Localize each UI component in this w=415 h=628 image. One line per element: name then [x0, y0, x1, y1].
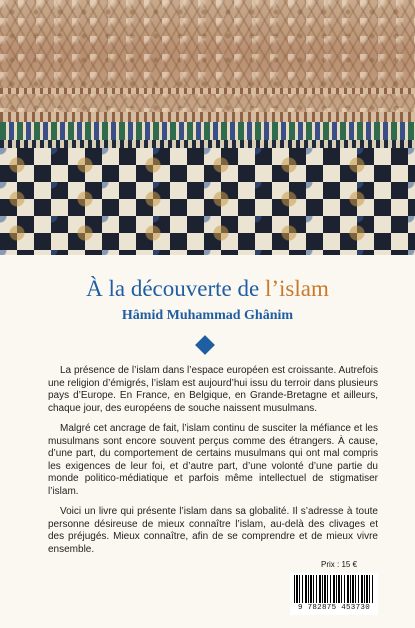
summary-paragraph: La présence de l’islam dans l’espace européen est croissante. Autrefois une religion d’émigrés, l’islam est aujourd’hui issu du terroir dans plusieurs pays d’Europe. En France, en Belgique, en Grande-Bretagne et ailleurs, chaque jour, des européens de souche naissent musulmans. — [48, 365, 378, 414]
isbn-barcode — [290, 573, 378, 615]
title-text: À la découverte de — [86, 276, 265, 301]
title-accent-text: l’islam — [264, 276, 329, 301]
summary-paragraph: Voici un livre qui présente l’islam dans sa globalité. Il s’adresse à toute personne désireuse de mieux connaître l’islam, au-delà des clivages et des préjugés. Mieux connaître, afin de se comprendre et de mieux vivre ensemble. — [48, 506, 378, 555]
carved-stucco-pattern — [0, 0, 415, 122]
author-name: Hâmid Muhammad Ghânim — [121, 308, 294, 323]
price-label: Prix : 15 € — [321, 560, 358, 569]
stucco-band — [0, 112, 415, 122]
stucco-band — [0, 88, 415, 94]
tile-border — [0, 140, 415, 148]
diamond-ornament-icon — [195, 335, 215, 355]
tile-border — [0, 122, 415, 140]
barcode-bars-icon — [294, 575, 374, 603]
zellige-tile-pattern — [0, 148, 415, 255]
decorative-banner-image — [0, 0, 415, 255]
isbn-number: 9 782875 453730 — [297, 604, 370, 612]
summary-text — [48, 365, 378, 564]
book-title — [0, 276, 415, 302]
summary-paragraph: Malgré cet ancrage de fait, l’islam continu de susciter la méfiance et les musulmans sont encore souvent perçus comme des étrangers. À cause, d’une part, du comportement de certains musulmans qui ont mal compris les exigences de leur foi, et d’autre part, d’une volonté d’une partie du monde politico-médiatique et parfois même intellectuel de stigmatiser l’islam. — [48, 423, 378, 497]
